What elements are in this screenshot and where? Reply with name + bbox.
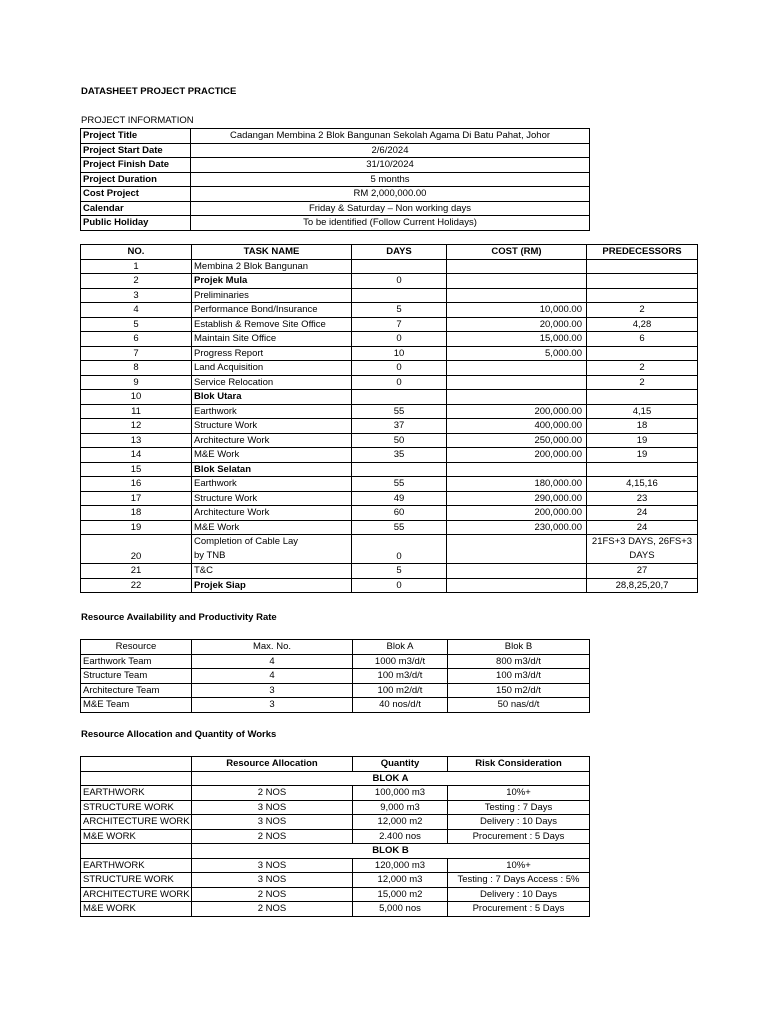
resource-header-max: Max. No.	[192, 640, 353, 655]
info-label: Public Holiday	[81, 216, 191, 231]
task-no: 17	[81, 491, 192, 506]
work-type: M&E WORK	[81, 829, 192, 844]
task-days: 5	[352, 564, 447, 579]
task-days: 55	[352, 477, 447, 492]
task-name: Structure Work	[192, 419, 352, 434]
resource-row	[81, 669, 590, 684]
resource-blok-a: 100 m3/d/t	[353, 669, 448, 684]
quantity: 100,000 m3	[353, 786, 448, 801]
blok-a-label-row	[81, 771, 590, 786]
resource-row	[81, 654, 590, 669]
resource-availability-title: Resource Availability and Productivity Rate	[81, 612, 277, 623]
task-no: 2	[81, 274, 192, 289]
resource-blok-a: 1000 m3/d/t	[353, 654, 448, 669]
risk-consideration: Delivery : 10 Days	[448, 887, 590, 902]
quantity: 12,000 m2	[353, 815, 448, 830]
task-name-line: by TNB	[194, 550, 226, 561]
info-value: 2/6/2024	[191, 143, 590, 158]
task-no: 8	[81, 361, 192, 376]
work-type: ARCHITECTURE WORK	[81, 887, 192, 902]
task-days: 0	[352, 274, 447, 289]
task-name: Membina 2 Blok Bangunan	[192, 259, 352, 274]
quantity: 5,000 nos	[353, 902, 448, 917]
allocation-row	[81, 887, 590, 902]
task-days: 37	[352, 419, 447, 434]
project-info-table	[80, 128, 590, 231]
task-days: 49	[352, 491, 447, 506]
info-row	[81, 143, 590, 158]
task-no: 15	[81, 462, 192, 477]
resource-name: Architecture Team	[81, 683, 192, 698]
task-name: Earthwork	[192, 477, 352, 492]
task-no: 21	[81, 564, 192, 579]
task-days: 0	[352, 375, 447, 390]
resource-name: Earthwork Team	[81, 654, 192, 669]
work-type: STRUCTURE WORK	[81, 800, 192, 815]
task-cost: 180,000.00	[447, 477, 587, 492]
header-no: NO.	[81, 245, 192, 260]
header-cost: COST (RM)	[447, 245, 587, 260]
task-predecessors: 23	[587, 491, 698, 506]
task-name: Earthwork	[192, 404, 352, 419]
resource-row	[81, 683, 590, 698]
task-no: 20	[81, 535, 192, 564]
info-label: Calendar	[81, 201, 191, 216]
task-days	[352, 259, 447, 274]
task-cost	[447, 375, 587, 390]
allocation-row	[81, 829, 590, 844]
task-name: T&C	[192, 564, 352, 579]
task-no: 5	[81, 317, 192, 332]
task-row	[81, 303, 698, 318]
risk-consideration: 10%+	[448, 786, 590, 801]
task-name: Performance Bond/Insurance	[192, 303, 352, 318]
info-row	[81, 201, 590, 216]
task-predecessors: 4,15,16	[587, 477, 698, 492]
task-predecessors: 24	[587, 520, 698, 535]
resource-blok-a: 100 m2/d/t	[353, 683, 448, 698]
resource-table	[80, 639, 590, 713]
task-days	[352, 288, 447, 303]
task-days	[352, 462, 447, 477]
task-name: Preliminaries	[192, 288, 352, 303]
task-row	[81, 332, 698, 347]
task-cost	[447, 274, 587, 289]
task-cost: 230,000.00	[447, 520, 587, 535]
task-row	[81, 274, 698, 289]
resource-max: 3	[192, 698, 353, 713]
resource-blok-b: 50 nas/d/t	[448, 698, 590, 713]
info-value: 31/10/2024	[191, 158, 590, 173]
resource-allocation: 2 NOS	[192, 902, 353, 917]
blok-b-label-row	[81, 844, 590, 859]
task-no: 16	[81, 477, 192, 492]
resource-name: Structure Team	[81, 669, 192, 684]
task-row	[81, 375, 698, 390]
allocation-row	[81, 873, 590, 888]
task-no: 3	[81, 288, 192, 303]
info-row	[81, 187, 590, 202]
resource-blok-b: 800 m3/d/t	[448, 654, 590, 669]
task-row	[81, 288, 698, 303]
task-row	[81, 564, 698, 579]
allocation-table	[80, 756, 590, 917]
task-no: 19	[81, 520, 192, 535]
task-row	[81, 317, 698, 332]
task-header-row	[81, 245, 698, 260]
resource-allocation: 3 NOS	[192, 873, 353, 888]
task-name: Establish & Remove Site Office	[192, 317, 352, 332]
task-no: 14	[81, 448, 192, 463]
task-days	[352, 390, 447, 405]
empty-cell	[81, 844, 192, 859]
task-no: 1	[81, 259, 192, 274]
task-row	[81, 259, 698, 274]
task-predecessors	[587, 346, 698, 361]
work-type: EARTHWORK	[81, 786, 192, 801]
task-name: M&E Work	[192, 448, 352, 463]
info-label: Project Start Date	[81, 143, 191, 158]
task-row	[81, 477, 698, 492]
task-row	[81, 491, 698, 506]
task-days: 60	[352, 506, 447, 521]
info-label: Project Duration	[81, 172, 191, 187]
work-type: M&E WORK	[81, 902, 192, 917]
resource-allocation: 3 NOS	[192, 815, 353, 830]
document-title: DATASHEET PROJECT PRACTICE	[81, 86, 237, 97]
allocation-row	[81, 815, 590, 830]
task-cost: 200,000.00	[447, 448, 587, 463]
task-predecessors: 24	[587, 506, 698, 521]
task-days: 0	[352, 578, 447, 593]
info-row	[81, 158, 590, 173]
task-row	[81, 448, 698, 463]
resource-max: 4	[192, 669, 353, 684]
task-table	[80, 244, 698, 593]
task-days: 5	[352, 303, 447, 318]
task-predecessors	[587, 390, 698, 405]
work-type: EARTHWORK	[81, 858, 192, 873]
task-name: Architecture Work	[192, 506, 352, 521]
task-name: Service Relocation	[192, 375, 352, 390]
task-cost	[447, 535, 587, 564]
info-value: RM 2,000,000.00	[191, 187, 590, 202]
resource-allocation-title: Resource Allocation and Quantity of Works	[81, 729, 277, 740]
info-row	[81, 129, 590, 144]
task-predecessors: 4,28	[587, 317, 698, 332]
task-predecessors	[587, 259, 698, 274]
blok-a-label: BLOK A	[192, 771, 590, 786]
blok-b-label: BLOK B	[192, 844, 590, 859]
task-row	[81, 419, 698, 434]
task-name: M&E Work	[192, 520, 352, 535]
task-name: Projek Mula	[192, 274, 352, 289]
task-days: 10	[352, 346, 447, 361]
task-no: 13	[81, 433, 192, 448]
task-predecessors: 19	[587, 448, 698, 463]
resource-name: M&E Team	[81, 698, 192, 713]
task-predecessors: 2	[587, 303, 698, 318]
resource-allocation: 2 NOS	[192, 786, 353, 801]
task-predecessors: 4,15	[587, 404, 698, 419]
task-predecessors	[587, 462, 698, 477]
allocation-row	[81, 800, 590, 815]
task-predecessors: 27	[587, 564, 698, 579]
resource-max: 3	[192, 683, 353, 698]
info-value: 5 months	[191, 172, 590, 187]
task-name: Land Acquisition	[192, 361, 352, 376]
task-cost	[447, 462, 587, 477]
task-days: 55	[352, 404, 447, 419]
resource-blok-b: 100 m3/d/t	[448, 669, 590, 684]
risk-consideration: Procurement : 5 Days	[448, 829, 590, 844]
task-row	[81, 390, 698, 405]
info-label: Cost Project	[81, 187, 191, 202]
predecessor-line: 21FS+3 DAYS, 26FS+3	[591, 536, 693, 547]
task-cost	[447, 578, 587, 593]
task-predecessors	[587, 288, 698, 303]
task-name	[192, 535, 352, 564]
task-predecessors: 28,8,25,20,7	[587, 578, 698, 593]
task-days: 0	[352, 332, 447, 347]
resource-header-blok-a: Blok A	[353, 640, 448, 655]
task-row	[81, 535, 698, 564]
allocation-header-risk: Risk Consideration	[448, 757, 590, 772]
allocation-row	[81, 858, 590, 873]
resource-header-name: Resource	[81, 640, 192, 655]
allocation-row	[81, 902, 590, 917]
risk-consideration: Delivery : 10 Days	[448, 815, 590, 830]
resource-header-blok-b: Blok B	[448, 640, 590, 655]
task-predecessors	[587, 535, 698, 564]
task-no: 22	[81, 578, 192, 593]
quantity: 12,000 m3	[353, 873, 448, 888]
task-predecessors: 19	[587, 433, 698, 448]
info-label: Project Title	[81, 129, 191, 144]
resource-allocation: 2 NOS	[192, 887, 353, 902]
task-cost: 290,000.00	[447, 491, 587, 506]
task-cost: 250,000.00	[447, 433, 587, 448]
task-cost: 10,000.00	[447, 303, 587, 318]
allocation-header-work	[81, 757, 192, 772]
task-cost: 200,000.00	[447, 506, 587, 521]
task-row	[81, 433, 698, 448]
info-value: Cadangan Membina 2 Blok Bangunan Sekolah Agama Di Batu Pahat, Johor	[191, 129, 590, 144]
task-cost	[447, 390, 587, 405]
task-no: 7	[81, 346, 192, 361]
resource-blok-b: 150 m2/d/t	[448, 683, 590, 698]
resource-row	[81, 698, 590, 713]
task-name: Blok Utara	[192, 390, 352, 405]
task-no: 18	[81, 506, 192, 521]
task-cost: 200,000.00	[447, 404, 587, 419]
task-row	[81, 506, 698, 521]
risk-consideration: Testing : 7 Days	[448, 800, 590, 815]
task-cost	[447, 259, 587, 274]
task-row	[81, 578, 698, 593]
task-cost: 15,000.00	[447, 332, 587, 347]
task-name: Architecture Work	[192, 433, 352, 448]
task-predecessors: 2	[587, 375, 698, 390]
info-value: Friday & Saturday – Non working days	[191, 201, 590, 216]
task-days: 50	[352, 433, 447, 448]
resource-allocation: 3 NOS	[192, 858, 353, 873]
task-predecessors: 18	[587, 419, 698, 434]
task-no: 6	[81, 332, 192, 347]
task-days: 0	[352, 535, 447, 564]
task-cost: 5,000.00	[447, 346, 587, 361]
risk-consideration: Testing : 7 Days Access : 5%	[448, 873, 590, 888]
info-value: To be identified (Follow Current Holidays)	[191, 216, 590, 231]
info-row	[81, 216, 590, 231]
resource-allocation: 3 NOS	[192, 800, 353, 815]
risk-consideration: Procurement : 5 Days	[448, 902, 590, 917]
resource-blok-a: 40 nos/d/t	[353, 698, 448, 713]
allocation-row	[81, 786, 590, 801]
task-name: Projek Siap	[192, 578, 352, 593]
task-name: Progress Report	[192, 346, 352, 361]
header-days: DAYS	[352, 245, 447, 260]
quantity: 15,000 m2	[353, 887, 448, 902]
quantity: 2.400 nos	[353, 829, 448, 844]
allocation-header-resource: Resource Allocation	[192, 757, 353, 772]
task-no: 10	[81, 390, 192, 405]
task-name: Structure Work	[192, 491, 352, 506]
quantity: 120,000 m3	[353, 858, 448, 873]
quantity: 9,000 m3	[353, 800, 448, 815]
task-cost: 20,000.00	[447, 317, 587, 332]
task-days: 0	[352, 361, 447, 376]
task-row	[81, 346, 698, 361]
task-cost	[447, 288, 587, 303]
task-predecessors: 6	[587, 332, 698, 347]
task-days: 7	[352, 317, 447, 332]
task-name: Maintain Site Office	[192, 332, 352, 347]
task-no: 4	[81, 303, 192, 318]
task-row	[81, 404, 698, 419]
header-predecessors: PREDECESSORS	[587, 245, 698, 260]
predecessor-line: DAYS	[629, 550, 655, 561]
resource-allocation: 2 NOS	[192, 829, 353, 844]
info-label: Project Finish Date	[81, 158, 191, 173]
task-no: 11	[81, 404, 192, 419]
allocation-header-quantity: Quantity	[353, 757, 448, 772]
work-type: STRUCTURE WORK	[81, 873, 192, 888]
task-no: 12	[81, 419, 192, 434]
resource-header-row	[81, 640, 590, 655]
header-task-name: TASK NAME	[192, 245, 352, 260]
work-type: ARCHITECTURE WORK	[81, 815, 192, 830]
empty-cell	[81, 771, 192, 786]
task-name: Blok Selatan	[192, 462, 352, 477]
task-cost: 400,000.00	[447, 419, 587, 434]
task-cost	[447, 361, 587, 376]
risk-consideration: 10%+	[448, 858, 590, 873]
task-predecessors	[587, 274, 698, 289]
task-row	[81, 520, 698, 535]
task-row	[81, 462, 698, 477]
task-predecessors: 2	[587, 361, 698, 376]
task-row	[81, 361, 698, 376]
task-cost	[447, 564, 587, 579]
task-days: 55	[352, 520, 447, 535]
allocation-header-row	[81, 757, 590, 772]
project-information-label: PROJECT INFORMATION	[81, 115, 194, 126]
task-no: 9	[81, 375, 192, 390]
task-name-line: Completion of Cable Lay	[194, 536, 299, 547]
info-row	[81, 172, 590, 187]
resource-max: 4	[192, 654, 353, 669]
task-days: 35	[352, 448, 447, 463]
